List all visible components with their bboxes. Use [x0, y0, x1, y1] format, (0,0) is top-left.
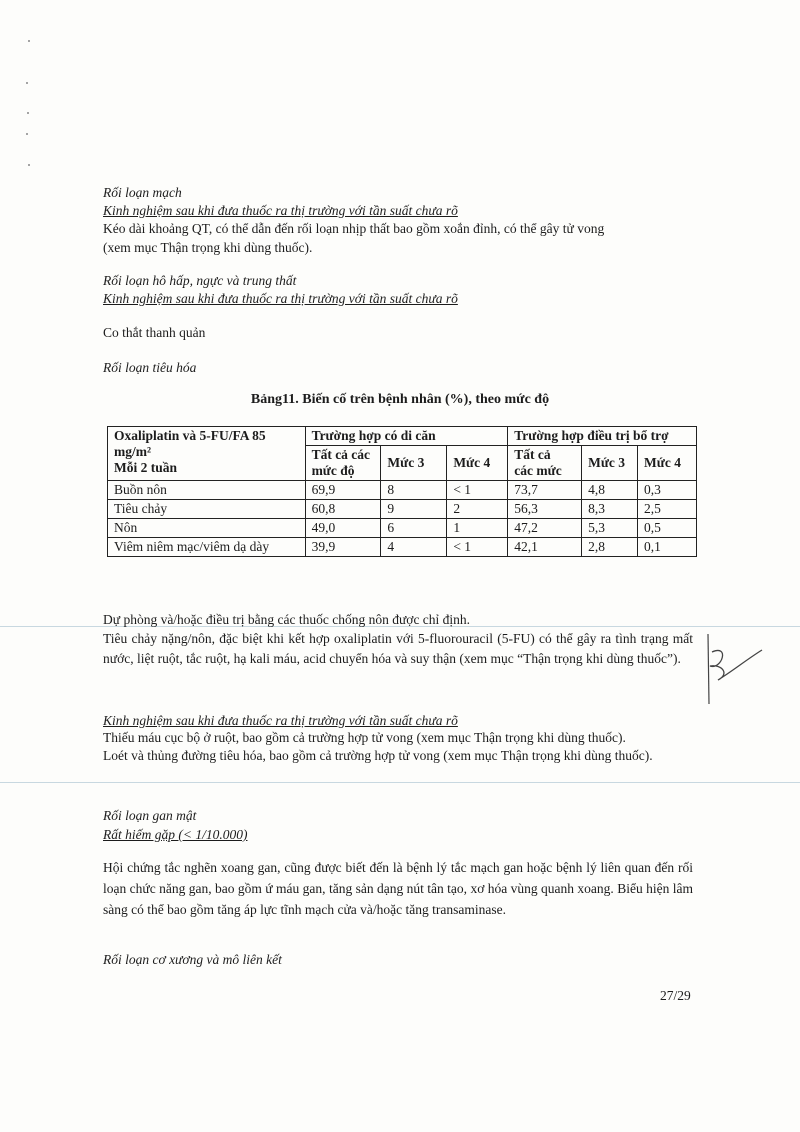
- table-cell-value: 0,3: [638, 481, 697, 500]
- paragraph-line: Co thắt thanh quản: [103, 325, 206, 340]
- table-cell-value: 8: [381, 481, 447, 500]
- table-cell-value: 6: [381, 519, 447, 538]
- table-cell-value: 8,3: [582, 500, 638, 519]
- table-cell-value: 1: [447, 519, 508, 538]
- section-heading-respiratory: Rối loạn hô hấp, ngực và trung thất: [103, 273, 297, 288]
- paragraph: Thiếu máu cục bộ ở ruột, bao gồm cả trường hợp tử vong (xem mục Thận trọng khi dùng thuốc).: [103, 730, 626, 745]
- scan-speck: [28, 164, 30, 166]
- table-header-all-grades: Tất cả các mức: [508, 446, 582, 481]
- table-header-metastatic: Trường hợp có di căn: [305, 427, 508, 446]
- table-header-adjuvant: Trường hợp điều trị bổ trợ: [508, 427, 697, 446]
- table-header-grade3: Mức 3: [582, 446, 638, 481]
- table-header-all-grades: Tất cả các mức độ: [305, 446, 381, 481]
- section-subheading-liver: Rất hiếm gặp (< 1/10.000): [103, 827, 248, 842]
- scan-speck: [26, 133, 28, 135]
- page-number: 27/29: [660, 988, 691, 1003]
- scan-line: [0, 782, 800, 783]
- scan-speck: [26, 82, 28, 84]
- scan-speck: [27, 112, 29, 114]
- table-cell-value: 2: [447, 500, 508, 519]
- table-cell-value: < 1: [447, 538, 508, 557]
- adverse-events-table: [107, 426, 697, 557]
- paragraph-line: Kéo dài khoảng QT, có thể dẫn đến rối loạn nhịp thất bao gồm xoắn đỉnh, có thể gây tử vong: [103, 221, 605, 236]
- table-cell-value: 39,9: [305, 538, 381, 557]
- paragraph: Loét và thủng đường tiêu hóa, bao gồm cả trường hợp tử vong (xem mục Thận trọng khi dùng thuốc).: [103, 748, 653, 763]
- table-cell-event: Tiêu chảy: [108, 500, 306, 519]
- table-cell-value: 69,9: [305, 481, 381, 500]
- table-cell-event: Viêm niêm mạc/viêm dạ dày: [108, 538, 306, 557]
- paragraph: Dự phòng và/hoặc điều trị bằng các thuốc chống nôn được chỉ định.: [103, 612, 471, 627]
- section-subheading-gi: Kinh nghiệm sau khi đưa thuốc ra thị trường với tần suất chưa rõ: [103, 713, 458, 728]
- handwritten-initials: [700, 630, 770, 710]
- table-cell-value: 5,3: [582, 519, 638, 538]
- table-cell-value: 0,5: [638, 519, 697, 538]
- table-cell-value: < 1: [447, 481, 508, 500]
- table-cell-value: 2,5: [638, 500, 697, 519]
- table-header-grade4: Mức 4: [447, 446, 508, 481]
- table-row: [108, 481, 697, 500]
- paragraph: Tiêu chảy nặng/nôn, đặc biệt khi kết hợp oxaliplatin với 5-fluorouracil (5-FU) có thể gây ra tình trạng mất nước, liệt ruột, tắc ruột, hạ kali máu, acid chuyển hóa và suy thận (xem mục “Thận trọng khi dùng thuốc”).: [103, 631, 693, 666]
- section-subheading-respiratory: Kinh nghiệm sau khi đưa thuốc ra thị trường với tần suất chưa rõ: [103, 291, 458, 306]
- table-cell-value: 42,1: [508, 538, 582, 557]
- section-heading-vascular: Rối loạn mạch: [103, 185, 182, 200]
- table-cell-value: 73,7: [508, 481, 582, 500]
- table-cell-event: Buồn nôn: [108, 481, 306, 500]
- table-row: [108, 538, 697, 557]
- table-cell-value: 47,2: [508, 519, 582, 538]
- table-cell-value: 56,3: [508, 500, 582, 519]
- table-header-regimen: Oxaliplatin và 5-FU/FA 85 mg/m² Mỗi 2 tuần: [108, 427, 306, 481]
- table-cell-value: 49,0: [305, 519, 381, 538]
- scan-speck: [28, 40, 30, 42]
- section-heading-musculoskeletal: Rối loạn cơ xương và mô liên kết: [103, 952, 282, 967]
- section-subheading-vascular: Kinh nghiệm sau khi đưa thuốc ra thị trường với tần suất chưa rõ: [103, 203, 458, 218]
- table-cell-value: 9: [381, 500, 447, 519]
- table-cell-value: 4,8: [582, 481, 638, 500]
- table-cell-value: 4: [381, 538, 447, 557]
- section-heading-liver: Rối loạn gan mật: [103, 808, 197, 823]
- table-caption: Bảng11. Biến cố trên bệnh nhân (%), theo mức độ: [250, 392, 550, 407]
- table-cell-value: 60,8: [305, 500, 381, 519]
- table-cell-event: Nôn: [108, 519, 306, 538]
- table-header-grade4: Mức 4: [638, 446, 697, 481]
- section-heading-gi: Rối loạn tiêu hóa: [103, 360, 197, 375]
- table-cell-value: 2,8: [582, 538, 638, 557]
- table-row: [108, 519, 697, 538]
- paragraph-line: (xem mục Thận trọng khi dùng thuốc).: [103, 240, 313, 255]
- table-header-grade3: Mức 3: [381, 446, 447, 481]
- table-row: [108, 500, 697, 519]
- paragraph: Hội chứng tắc nghẽn xoang gan, cũng được biết đến là bệnh lý tắc mạch gan hoặc bệnh lý liên quan đến rối loạn chức năng gan, bao gồm ứ máu gan, tăng sản dạng nút tân tạo, xơ hóa vùng quanh xoang. Biểu hiện lâm sàng có thể bao gồm tăng áp lực tĩnh mạch cửa và/hoặc tăng transaminase.: [103, 860, 693, 917]
- table-cell-value: 0,1: [638, 538, 697, 557]
